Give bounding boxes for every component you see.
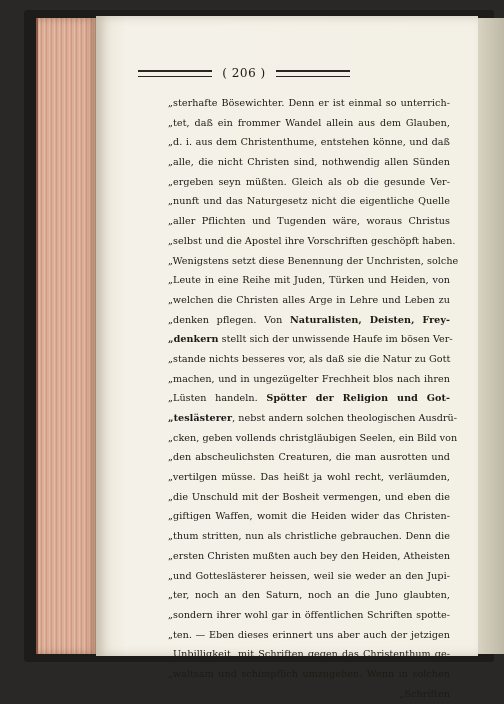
text-line bbox=[168, 291, 450, 311]
text-line bbox=[168, 252, 459, 272]
text-run: „den abscheulichsten Creaturen, die man ausrotten und bbox=[168, 452, 450, 464]
text-run: „d. i. aus dem Christenthume, entstehen könne, und daß bbox=[168, 137, 450, 149]
page-stack-edge bbox=[36, 18, 98, 654]
text-run: „ter, noch an den Saturn, noch an die Juno glaubten, bbox=[168, 590, 450, 602]
text-line bbox=[168, 645, 450, 665]
text-line bbox=[168, 173, 450, 193]
text-run: „Lüsten handeln. bbox=[168, 393, 267, 405]
text-run: „die Unschuld mit der Bosheit vermengen, und eben die bbox=[168, 491, 450, 503]
text-run: , nebst andern solchen theologischen Ausdrü- bbox=[232, 413, 458, 424]
emphasized-term: Spötter der Religion und Got- bbox=[266, 393, 450, 405]
text-run: „ergeben seyn müßten. Gleich als ob die gesunde Ver- bbox=[168, 176, 450, 188]
text-line bbox=[168, 429, 458, 449]
text-line bbox=[168, 350, 450, 370]
text-run: „ten. — Eben dieses erinnert uns aber auch der jetzigen bbox=[168, 629, 450, 641]
text-line bbox=[168, 665, 450, 685]
page-header bbox=[108, 66, 380, 80]
text-line bbox=[168, 468, 450, 488]
text-run: „machen, und in ungezügelter Frechheit blos nach ihren bbox=[168, 373, 450, 385]
text-line bbox=[168, 311, 450, 331]
text-line bbox=[168, 212, 450, 232]
text-line bbox=[168, 488, 450, 508]
text-line bbox=[168, 586, 450, 606]
text-run: „alle, die nicht Christen sind, nothwendig allen Sünden bbox=[168, 157, 450, 169]
text-run: „und Gotteslästerer heissen, weil sie weder an den Jupi- bbox=[168, 570, 450, 582]
header-rule-left bbox=[138, 70, 212, 77]
text-run: „selbst und die Apostel ihre Vorschriften geschöpft haben. bbox=[168, 235, 456, 247]
facing-page-edge bbox=[478, 18, 504, 654]
text-run: „ersten Christen mußten auch bey den Heiden, Atheisten bbox=[168, 550, 451, 562]
page-number: ( 206 ) bbox=[222, 66, 266, 80]
text-line bbox=[168, 606, 450, 626]
text-line bbox=[168, 133, 450, 153]
body-text bbox=[168, 94, 459, 704]
text-line bbox=[168, 527, 450, 547]
text-run: „stande nichts besseres vor, als daß sie die Natur zu Gott bbox=[168, 353, 451, 365]
text-run: „cken, geben vollends christgläubigen Seelen, ein Bild von bbox=[168, 432, 458, 444]
text-run: „thum stritten, nun als christliche gebrauchen. Denn die bbox=[168, 531, 450, 543]
emphasized-term: „denkern bbox=[168, 334, 219, 346]
text-run: „Wenigstens setzt diese Benennung der Unchristen, solche bbox=[168, 255, 459, 267]
catchword: „Schriften bbox=[399, 688, 450, 700]
text-run: „sondern ihrer wohl gar in öffentlichen Schriften spotte- bbox=[168, 609, 450, 621]
text-line bbox=[168, 507, 450, 527]
text-line bbox=[168, 153, 450, 173]
text-run: „welchen die Christen alles Arge in Lehre und Leben zu bbox=[168, 294, 450, 306]
text-line bbox=[168, 192, 450, 212]
text-line bbox=[168, 271, 450, 291]
text-line bbox=[168, 389, 450, 409]
text-run: „tet, daß ein frommer Wandel allein aus dem Glauben, bbox=[168, 117, 450, 129]
text-line bbox=[168, 114, 450, 134]
text-line bbox=[168, 409, 458, 429]
header-rule-right bbox=[276, 70, 350, 77]
text-run: „giftigen Waffen, womit die Heiden wider das Christen- bbox=[168, 511, 450, 523]
text-run: „nunft und das Naturgesetz nicht die eigentliche Quelle bbox=[168, 196, 450, 208]
text-line bbox=[168, 330, 453, 350]
text-line bbox=[168, 370, 450, 390]
text-line bbox=[168, 547, 450, 567]
text-run: „Leute in eine Reihe mit Juden, Türken und Heiden, von bbox=[168, 275, 450, 287]
text-run: „vertilgen müsse. Das heißt ja wohl recht, verläumden, bbox=[168, 472, 450, 484]
text-line bbox=[168, 567, 450, 587]
text-run: „aller Pflichten und Tugenden wäre, woraus Christus bbox=[168, 216, 450, 228]
text-run: stellt sich der unwissende Haufe im bösen Ver- bbox=[218, 334, 453, 346]
emphasized-term: Naturalisten, Deisten, Frey- bbox=[289, 314, 450, 326]
text-line bbox=[168, 626, 450, 646]
emphasized-term: „teslästerer bbox=[168, 413, 233, 424]
text-run: „sterhafte Bösewichter. Denn er ist einmal so unterrich- bbox=[168, 98, 450, 109]
text-run: „denken pflegen. Von bbox=[168, 314, 290, 326]
text-run: „Unbilligkeit, mit Schriften gegen das Christenthum ge- bbox=[168, 649, 450, 661]
text-line bbox=[168, 232, 456, 252]
text-line bbox=[168, 94, 450, 114]
text-line bbox=[168, 448, 450, 468]
text-run: „waltsam und schimpflich umzugehen. Wenn in solchen bbox=[168, 668, 450, 680]
